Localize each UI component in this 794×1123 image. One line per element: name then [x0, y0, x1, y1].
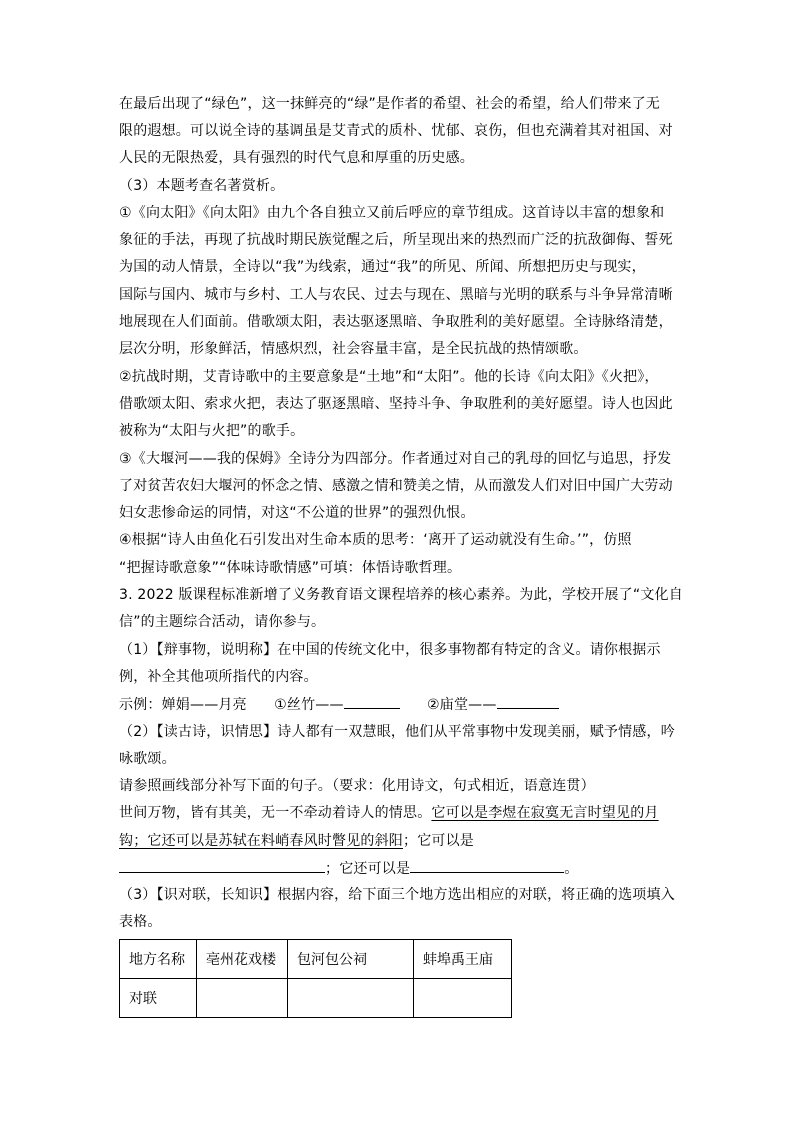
answer-blank-1[interactable] — [344, 694, 400, 709]
text-line: ①《向太阳》《向太阳》由九个各自独立又前后呼应的章节组成。这首诗以丰富的想象和 — [119, 205, 665, 221]
table-header-cell: 地方名称 — [120, 940, 197, 979]
text-line: （1）【辩事物，说明称】在中国的传统文化中，很多事物都有特定的含义。请你根据示 — [119, 642, 661, 658]
answer-cell[interactable] — [197, 979, 288, 1018]
example-text: 示例：婵娟——月亮 — [119, 697, 247, 713]
text-line: 请参照画线部分补写下面的句子。（要求：化用诗文，句式相近，语意连贯） — [119, 778, 595, 794]
answer-blank-4[interactable] — [410, 858, 564, 873]
text-line: （3）【识对联，长知识】根据内容，给下面三个地方选出相应的对联，将正确的选项填入 — [119, 887, 675, 903]
table-header-cell: 亳州花戏楼 — [197, 940, 288, 979]
couplet-table — [119, 939, 512, 1018]
text-line: （2）【读古诗，识情思】诗人都有一双慧眼，他们从平常事物中发现美丽，赋予情感，吟 — [119, 724, 675, 740]
example-line — [119, 694, 559, 715]
text-line — [119, 803, 659, 823]
text-line: 地展现在人们面前。借歌颂太阳，表达驱逐黑暗、争取胜利的美好愿望。全诗脉络清楚， — [119, 314, 673, 330]
text-line: 例，补全其他项所指代的内容。 — [119, 669, 318, 685]
text-line: 信”的主题综合活动，请你参与。 — [119, 614, 326, 630]
underlined-example: 它可以是李煜在寂寞无言时望见的月 — [431, 805, 659, 821]
sentence-end: 。 — [564, 861, 579, 877]
text-line: “把握诗歌意象”“体味诗歌情感”可填：体悟诗歌哲理。 — [119, 560, 462, 576]
text-line: 人民的无限热爱，具有强烈的时代气息和厚重的历史感。 — [119, 150, 474, 166]
sentence-continue: ；它还可以是 — [325, 861, 411, 877]
text-line: 在最后出现了“绿色”，这一抹鲜亮的“绿”是作者的希望、社会的希望，给人们带来了无 — [119, 96, 661, 112]
table-row-label: 对联 — [120, 979, 197, 1018]
question-heading: 3. 2022 版课程标准新增了义务教育语文课程培养的核心素养。为此，学校开展了“文化自 — [119, 587, 683, 603]
table-row — [120, 979, 512, 1018]
item-1-text: ①丝竹—— — [274, 697, 344, 713]
text-line: 国际与国内、城市与乡村、工人与农民、过去与现在、黑暗与光明的联系与斗争异常清晰 — [119, 287, 673, 303]
sentence-continue: ；它可以是 — [403, 833, 474, 849]
text-line: 层次分明，形象鲜活，情感炽烈，社会容量丰富，是全民抗战的热情颂歌。 — [119, 341, 588, 357]
text-line: 借歌颂太阳、索求火把，表达了驱逐黑暗、坚持斗争、争取胜利的美好愿望。诗人也因此 — [119, 396, 673, 412]
sentence-lead: 世间万物，皆有其美，无一不牵动着诗人的情思。 — [119, 805, 432, 821]
answer-cell[interactable] — [288, 979, 414, 1018]
text-line: 限的遐想。可以说全诗的基调虽是艾青式的质朴、忧郁、哀伤，但也充满着其对祖国、对 — [119, 123, 673, 139]
table-header-cell: 蚌埠禹王庙 — [414, 940, 512, 979]
underlined-example: 钩；它还可以是苏轼在料峭春风时瞥见的斜阳 — [119, 833, 403, 849]
text-line: 了对贫苦农妇大堰河的怀念之情、感激之情和赞美之情，从而激发人们对旧中国广大劳动 — [119, 478, 673, 494]
item-2-text: ②庙堂—— — [427, 697, 497, 713]
text-line: 象征的手法，再现了抗战时期民族觉醒之后，所呈现出来的热烈而广泛的抗敌御侮、誓死 — [119, 232, 673, 248]
text-line: 为国的动人情景，全诗以“我”为线索，通过“我”的所见、所闻、所想把历史与现实， — [119, 259, 646, 275]
text-line — [119, 831, 474, 851]
text-line: 妇女悲惨命运的同情，对这“不公道的世界”的强烈仇恨。 — [119, 505, 475, 521]
text-line: ④根据“诗人由鱼化石引发出对生命本质的思考：‘离开了运动就没有生命。’”，仿照 — [119, 532, 632, 548]
table-header-cell: 包河包公祠 — [288, 940, 414, 979]
answer-blank-2[interactable] — [497, 694, 559, 709]
table-header-row — [120, 940, 512, 979]
text-line: ③《大堰河——我的保姆》全诗分为四部分。作者通过对自己的乳母的回忆与追思，抒发 — [119, 451, 672, 467]
answer-cell[interactable] — [414, 979, 512, 1018]
text-line: 咏歌颂。 — [119, 751, 176, 767]
text-line: ②抗战时期，艾青诗歌中的主要意象是“土地”和“太阳”。他的长诗《向太阳》《火把》， — [119, 369, 659, 385]
answer-blank-3[interactable] — [119, 858, 325, 873]
text-line: 表格。 — [119, 914, 162, 930]
text-line: （3）本题考查名著赏析。 — [119, 178, 285, 194]
text-line: 被称为“太阳与火把”的歌手。 — [119, 423, 305, 439]
text-line — [119, 858, 578, 879]
